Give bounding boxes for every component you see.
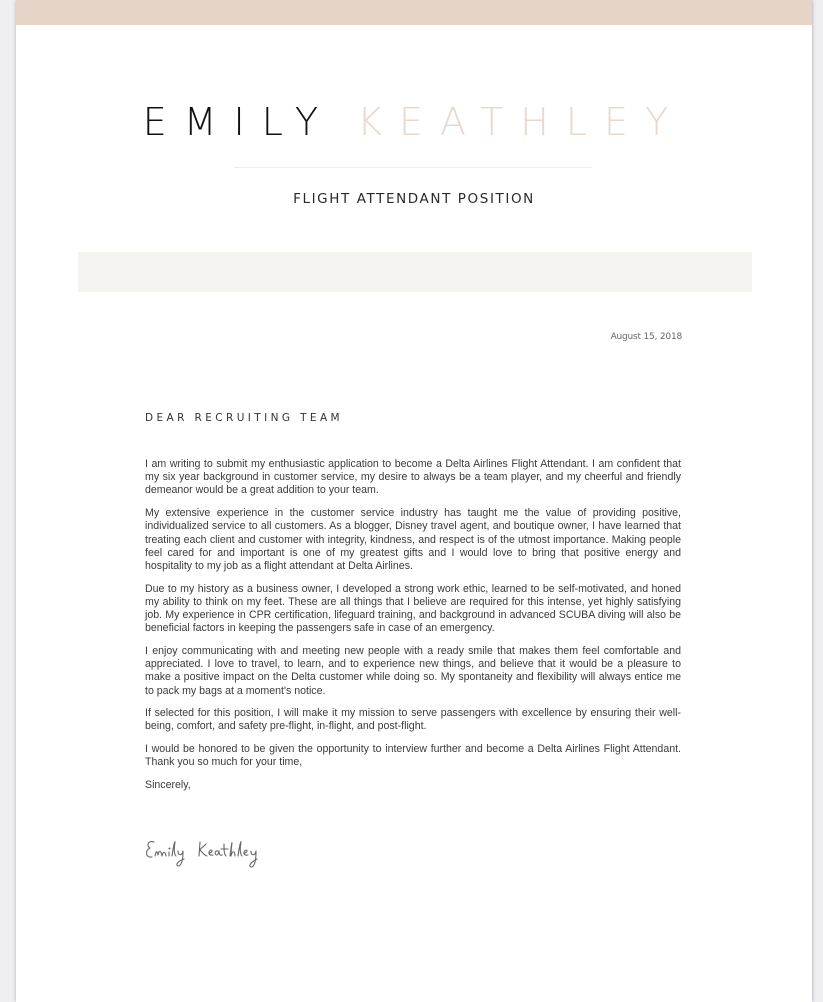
salutation: DEAR RECRUITING TEAM [145, 412, 344, 424]
header-divider [234, 167, 592, 168]
paragraph: My extensive experience in the customer service industry has taught me the value of providing positive, individualized service to all customers. As a blogger, Disney travel agent, and boutique owner, I have learned that treating each client and customer with integrity, kindness, and respect is of the utmost importance. Making people feel cared for and important is one of my greatest gifts and I would love to bring that positive energy and hospitality to my job as a flight attendant at Delta Airlines. [145, 507, 681, 572]
letter-page [16, 0, 812, 1002]
handwritten-signature-icon [142, 832, 282, 872]
paragraph: I am writing to submit my enthusiastic application to become a Delta Airlines Flight Attendant. I am confident that my six year background in customer service, my desire to always be a team player, and my cheerful and friendly demeanor would be a great addition to your team. [145, 458, 681, 497]
last-name: KEATHLEY [357, 100, 686, 144]
paragraph: I enjoy communicating with and meeting new people with a ready smile that makes them feel comfortable and appreciated. I love to travel, to learn, and to experience new things, and believe that it would be a pleasure to make a positive impact on the Delta customer while doing so. My spontaneity and flexibility will always entice me to pack my bags at a moment's notice. [145, 644, 681, 697]
letter-body [145, 458, 681, 802]
applicant-name [16, 100, 812, 144]
letter-date: August 15, 2018 [610, 332, 682, 342]
first-name: EMILY [142, 100, 336, 144]
closing: Sincerely, [145, 779, 191, 792]
decorative-band [78, 252, 752, 292]
top-accent-band [16, 0, 812, 25]
paragraph: If selected for this position, I will make it my mission to serve passengers with excellence by ensuring their well-being, comfort, and safety pre-flight, in-flight, and post-flight. [145, 707, 681, 733]
paragraph: I would be honored to be given the opportunity to interview further and become a Delta Airlines Flight Attendant. Thank you so much for your time, [145, 743, 681, 769]
paragraph: Due to my history as a business owner, I developed a strong work ethic, learned to be self-motivated, and honed my ability to think on my feet. These are all things that I believe are required for this intense, yet highly satisfying job. My experience in CPR certification, lifeguard training, and background in advanced SCUBA diving will also be beneficial factors in keeping the passengers safe in case of an emergency. [145, 582, 681, 635]
position-title: FLIGHT ATTENDANT POSITION [293, 191, 535, 207]
